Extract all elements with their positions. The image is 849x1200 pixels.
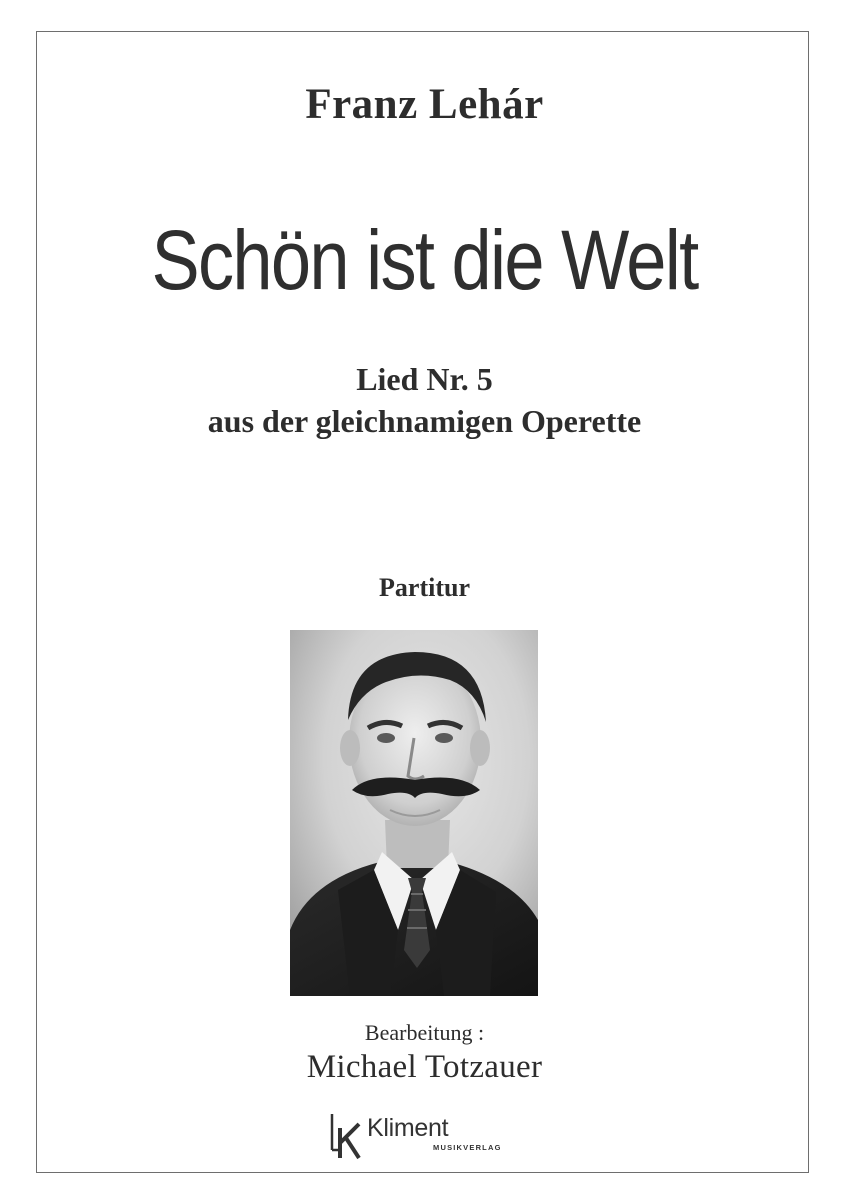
composer-name: Franz Lehár (305, 81, 544, 128)
arrangement-label: Bearbeitung : (364, 1020, 485, 1045)
arranger-name: Michael Totzauer (306, 1049, 543, 1085)
portrait-photo-icon (290, 630, 538, 996)
publisher-logo (329, 1110, 529, 1162)
publisher-name: Kliment (367, 1114, 449, 1142)
work-title: Schön ist die Welt (151, 213, 698, 307)
publisher-subtitle: MUSIKVERLAG (433, 1143, 502, 1152)
operetta-source: aus der gleichnamigen Operette (207, 403, 642, 439)
kliment-k-icon (329, 1110, 365, 1160)
composer-portrait (290, 630, 538, 996)
song-number: Lied Nr. 5 (356, 361, 493, 397)
score-type-label: Partitur (379, 573, 470, 602)
